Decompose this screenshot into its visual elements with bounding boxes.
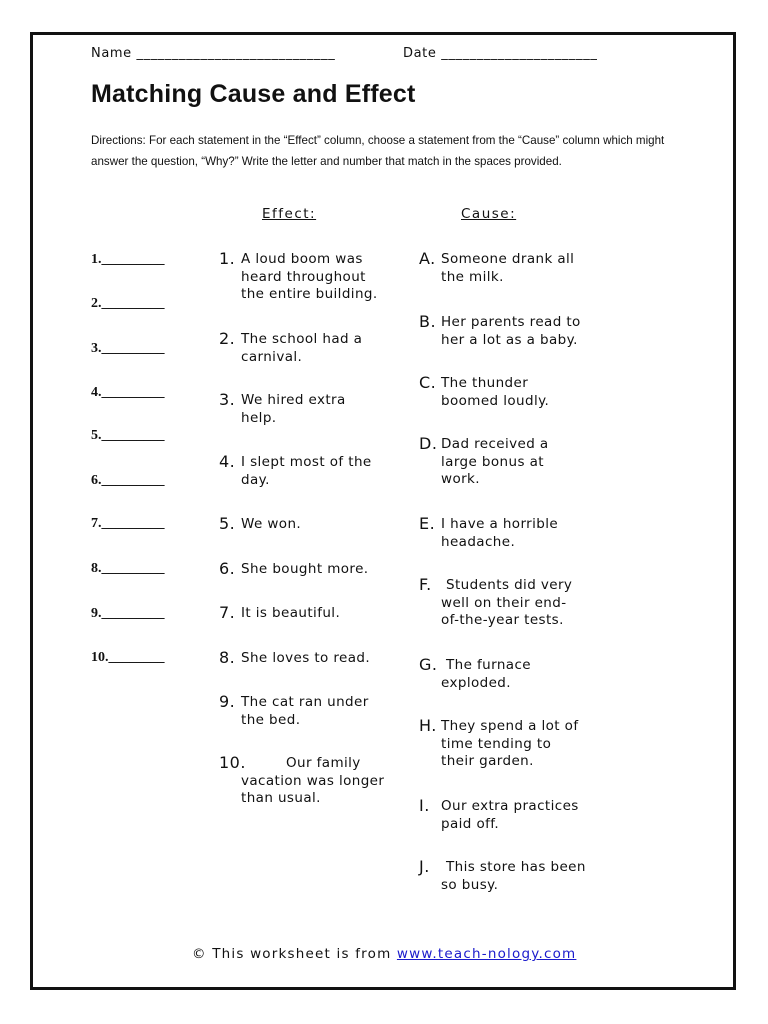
cause-letter: A. xyxy=(419,249,436,268)
footer-link[interactable]: www.teach-nology.com xyxy=(396,946,577,962)
answer-blank-3: 3._________ xyxy=(91,341,165,356)
cause-text: They spend a lot of time tending to their garden. xyxy=(441,718,579,769)
cause-letter: C. xyxy=(419,373,437,392)
cause-item-j xyxy=(419,859,586,894)
footer-text: © This worksheet is from xyxy=(192,946,397,962)
cause-text: Her parents read to her a lot as a baby. xyxy=(441,314,581,348)
footer-credit xyxy=(192,946,576,962)
name-field xyxy=(91,46,335,61)
effect-item-10 xyxy=(219,755,384,808)
effect-item-3 xyxy=(219,392,346,427)
date-blank: ______________________ xyxy=(441,46,598,61)
cause-text: I have a horrible headache. xyxy=(441,516,559,550)
effect-text: It is beautiful. xyxy=(241,605,341,621)
effect-number: 9. xyxy=(219,692,236,711)
effect-item-6 xyxy=(219,561,368,579)
cause-column-heading: Cause: xyxy=(461,206,517,222)
answer-blank-6: 6._________ xyxy=(91,473,165,488)
cause-letter: G. xyxy=(419,655,438,674)
cause-letter: B. xyxy=(419,312,437,331)
effect-text: The school had a carnival. xyxy=(241,331,363,365)
effect-item-9 xyxy=(219,694,369,729)
effect-item-8 xyxy=(219,650,370,668)
cause-letter: H. xyxy=(419,716,437,735)
directions-text: Directions: For each statement in the “Effect” column, choose a statement from the “Cause” column which might answer the question, “Why?” Write the letter and number that match in the spaces provided. xyxy=(91,134,665,168)
cause-text: Our extra practices paid off. xyxy=(441,798,579,832)
cause-item-g xyxy=(419,657,531,692)
effect-item-1 xyxy=(219,251,378,304)
effect-text: We hired extra help. xyxy=(241,392,346,426)
effect-item-5 xyxy=(219,516,301,534)
effect-item-7 xyxy=(219,605,340,623)
cause-item-c xyxy=(419,375,549,410)
effect-text: A loud boom was heard throughout the entire building. xyxy=(241,251,378,302)
cause-text: Someone drank all the milk. xyxy=(441,251,575,285)
answer-blank-1: 1._________ xyxy=(91,252,165,267)
cause-text: Dad received a large bonus at work. xyxy=(441,436,549,487)
effect-text: She loves to read. xyxy=(241,650,371,666)
effect-text: Our family vacation was longer than usual. xyxy=(241,755,385,806)
name-label: Name xyxy=(91,46,132,61)
effect-number: 3. xyxy=(219,390,236,409)
effect-number: 5. xyxy=(219,514,236,533)
effect-text: She bought more. xyxy=(241,561,369,577)
answer-blank-10: 10.________ xyxy=(91,650,165,665)
answer-blank-5: 5._________ xyxy=(91,428,165,443)
effect-text: The cat ran under the bed. xyxy=(241,694,369,728)
effect-number: 1. xyxy=(219,249,236,268)
cause-item-h xyxy=(419,718,579,771)
cause-item-i xyxy=(419,798,579,833)
cause-text: Students did very well on their end- of-the-year tests. xyxy=(441,577,573,628)
page-title: Matching Cause and Effect xyxy=(91,80,416,108)
effect-number: 4. xyxy=(219,452,236,471)
answer-blank-2: 2._________ xyxy=(91,296,165,311)
effect-item-2 xyxy=(219,331,362,366)
effect-number: 7. xyxy=(219,603,236,622)
name-blank: ____________________________ xyxy=(136,46,336,61)
answer-blank-4: 4._________ xyxy=(91,385,165,400)
answer-blank-9: 9._________ xyxy=(91,606,165,621)
effect-text: I slept most of the day. xyxy=(241,454,372,488)
answer-blank-7: 7._________ xyxy=(91,516,165,531)
cause-letter: I. xyxy=(419,796,430,815)
effect-item-4 xyxy=(219,454,372,489)
date-field xyxy=(403,46,597,61)
cause-text: This store has been so busy. xyxy=(441,859,586,893)
effect-number: 8. xyxy=(219,648,236,667)
effect-text: We won. xyxy=(241,516,302,532)
cause-item-e xyxy=(419,516,558,551)
effect-number: 2. xyxy=(219,329,236,348)
cause-letter: E. xyxy=(419,514,436,533)
cause-letter: D. xyxy=(419,434,438,453)
cause-item-d xyxy=(419,436,549,489)
effect-number: 6. xyxy=(219,559,236,578)
effect-number: 10. xyxy=(219,753,246,772)
cause-text: The furnace exploded. xyxy=(441,657,531,691)
effect-column-heading: Effect: xyxy=(262,206,317,222)
cause-text: The thunder boomed loudly. xyxy=(441,375,550,409)
cause-letter: F. xyxy=(419,575,432,594)
cause-item-f xyxy=(419,577,572,630)
cause-item-b xyxy=(419,314,581,349)
worksheet-border xyxy=(30,32,736,990)
date-label: Date xyxy=(403,46,437,61)
answer-blank-8: 8._________ xyxy=(91,561,165,576)
cause-item-a xyxy=(419,251,574,286)
cause-letter: J. xyxy=(419,857,430,876)
